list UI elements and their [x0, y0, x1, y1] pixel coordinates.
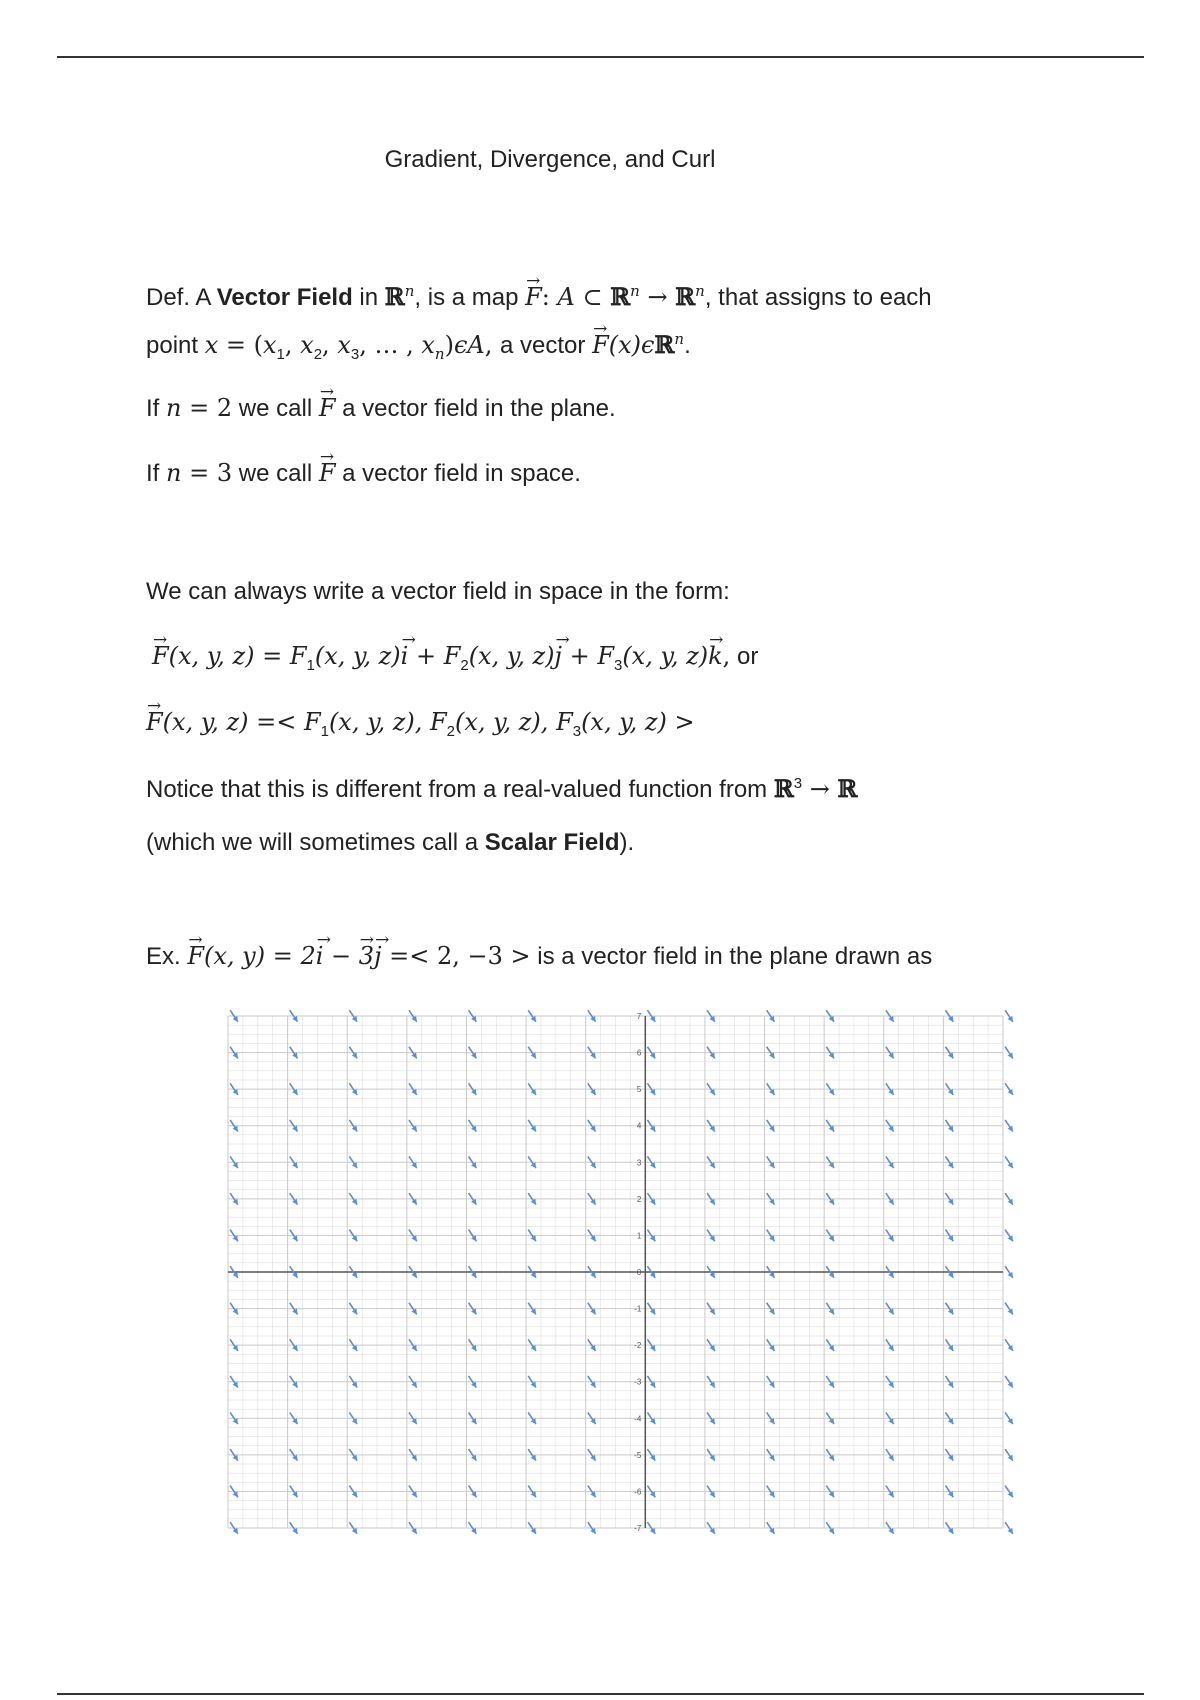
y-tick-label: -7 — [634, 1524, 642, 1533]
space-line: If n = 3 we call → F a vector field in space. — [146, 457, 581, 490]
y-tick-label: 3 — [636, 1158, 642, 1168]
term-scalar-field: Scalar Field — [484, 829, 620, 856]
y-tick-label: 6 — [636, 1048, 642, 1058]
notice-line: Notice that this is different from a real-valued function from ℝ$^3$ → ℝ — [146, 774, 858, 803]
y-tick-label: -4 — [634, 1414, 642, 1424]
y-tick-label: 7 — [636, 1012, 642, 1021]
y-tick-label: -1 — [634, 1304, 642, 1314]
vector-field-plot — [218, 1002, 1018, 1542]
definition-line-1: Def. A Vector Field in ℝ$^n$, is a map → F: A ⊂ ℝ$^n$ → ℝ$^n$, that assigns to each — [146, 275, 932, 314]
example-line: Ex. → F(x, y) = 2→ i − → 3→ j =< 2, −3 > is a vector field in the plane drawn as — [146, 940, 932, 973]
vector-form-brackets: → F(x, y, $z) =< F_1(x$, y, z), $F_2(x$, y, z), $F_3(x$, y, z) > — [146, 706, 695, 748]
plane-line: If n = 2 we call → F a vector field in the plane. — [146, 392, 616, 425]
bottom-rule — [57, 1693, 1144, 1695]
definition-line-2: point $x = (x_1$, $x_2$, $x_3$, … , $x_n)\epsilon A$, a vector → F(x)ϵℝ$^n$. — [146, 323, 691, 371]
y-tick-label: -5 — [634, 1450, 642, 1460]
y-tick-label: 2 — [636, 1194, 642, 1204]
y-tick-label: 1 — [636, 1231, 642, 1241]
y-tick-label: 4 — [636, 1121, 642, 1131]
vector-form-components: → F(x, y, $z) = F_1(x$, y, $z)\to i + F_2(x$, y, $z)\to j + F_3(x$, y, z)→ k, or — [152, 640, 758, 682]
y-tick-label: -6 — [634, 1487, 642, 1497]
y-tick-label: 5 — [636, 1085, 642, 1095]
scalar-field-line: (which we will sometimes call a Scalar Field). — [146, 829, 635, 856]
vector-F: → F — [525, 281, 542, 313]
y-tick-label: -2 — [634, 1341, 642, 1351]
y-tick-label: -3 — [634, 1377, 642, 1387]
term-vector-field: Vector Field — [216, 284, 353, 311]
y-tick-label: 0 — [636, 1268, 642, 1277]
top-rule — [57, 56, 1144, 58]
form-intro: We can always write a vector field in space in the form: — [146, 578, 730, 605]
page-title: Gradient, Divergence, and Curl — [384, 146, 716, 173]
